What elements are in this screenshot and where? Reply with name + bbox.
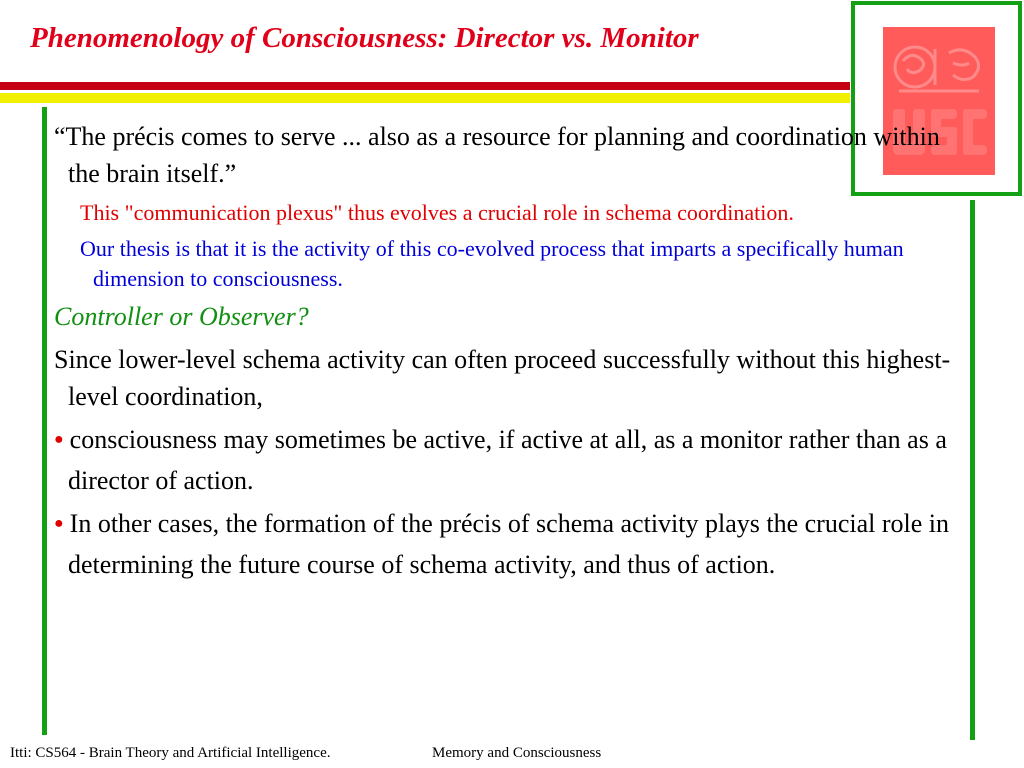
bullet-text: consciousness may sometimes be active, if active at all, as a monitor rather than as a director of action. <box>68 425 947 495</box>
slide-title: Phenomenology of Consciousness: Director vs. Monitor <box>30 22 699 54</box>
bullet-icon: ● <box>54 515 64 532</box>
footer-course: Itti: CS564 - Brain Theory and Artificial Intelligence. <box>10 745 331 761</box>
bullet-item-monitor <box>54 421 959 499</box>
lower-level-paragraph: Since lower-level schema activity can often proceed successfully without this highest-level coordination, <box>54 345 951 411</box>
section-heading: Controller or Observer? <box>54 302 309 331</box>
footer-topic: Memory and Consciousness <box>432 745 602 761</box>
header-red-stripe <box>0 82 850 90</box>
quote-paragraph: “The précis comes to serve ... also as a resource for planning and coordination within the brain itself.” <box>54 122 940 188</box>
bullet-item-other-cases <box>54 505 959 583</box>
sub-point-communication-plexus: This "communication plexus" thus evolves a crucial role in schema coordination. <box>80 200 794 225</box>
bullet-text: In other cases, the formation of the précis of schema activity plays the crucial role in determining the future course of schema activity, and thus of action. <box>68 509 950 579</box>
sub-point-thesis: Our thesis is that it is the activity of this co-evolved process that imparts a specifically human dimension to consciousness. <box>80 236 904 291</box>
slide-body <box>54 118 959 583</box>
bullet-icon: ● <box>54 431 64 448</box>
left-green-bar <box>42 107 47 735</box>
header-yellow-stripe <box>0 93 850 103</box>
right-green-bar <box>970 200 975 740</box>
